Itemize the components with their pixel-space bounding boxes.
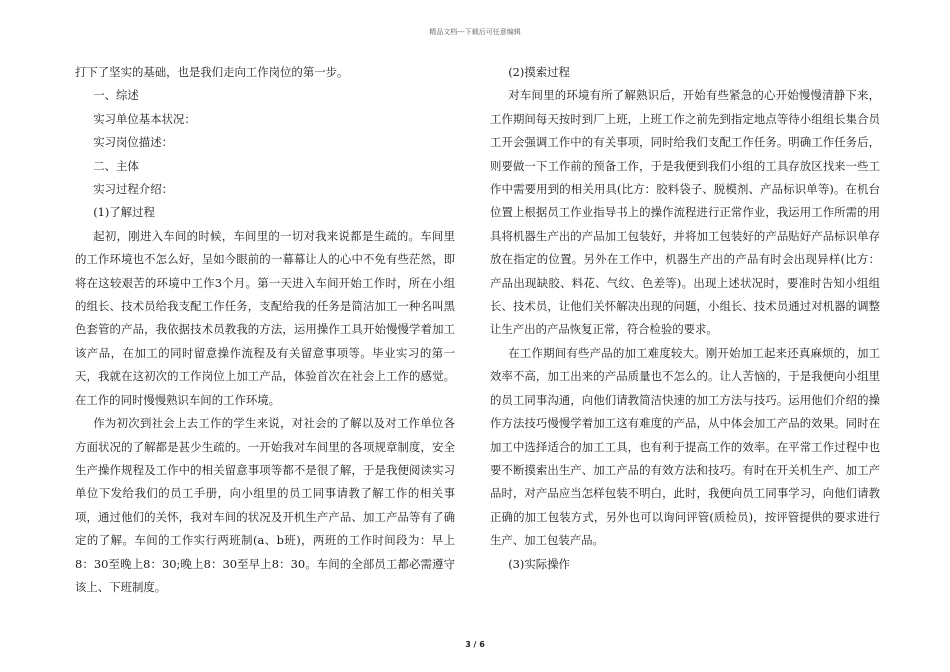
- page-header: 精品文档---下载后可任意编辑: [429, 28, 521, 36]
- subsection-heading: (2)摸索过程: [508, 65, 570, 79]
- paragraph: 在工作期间有些产品的加工难度较大。刚开始加工起来还真麻烦的，加工效率不高，加工出来的产品质量也不怎么的。让人苦恼的，于是我便向小组里的员工同事沟通，向他们请教简洁快速的加工方法与技巧。运用他们介绍的操作方法技巧慢慢学着加工这有难度的产品，从中体会加工产品的效果。同时在加工中选择适合的加工工具，也有利于提高工作的效率。在平常工作过程中也要不断摸索出生产、加工产品的有效方法和技巧。有时在开关机生产、加工产品时，对产品应当怎样包装不明白，此时，我便向员工同事学习，向他们请教正确的加工包装方式，另外也可以询问评管(质检员)，按评管提供的要求进行生产、加工包装产品。: [490, 345, 880, 548]
- section-heading: 二、主体: [93, 158, 139, 173]
- paragraph: 起初，刚进入车间的时候，车间里的一切对我来说都是生疏的。车间里的工作环境也不怎么好，呈如今眼前的一幕幕让人的心中不免有些茫然，即将在这较艰苦的环境中工作3个月。第一天进入车间开始工作时，所在小组的组长、技术员给我支配工作任务，支配给我的任务是简洁加工一种名叫黑色套管的产品，我依据技术员教我的方法，运用操作工具开始慢慢学着加工该产品，在加工的同时留意操作流程及有关留意事项等。毕业实习的第一天，我就在这初次的工作岗位上加工产品，体验首次在社会上工作的感觉。在工作的同时慢慢熟识车间的工作环境。: [75, 228, 455, 407]
- page-number: 3 / 6: [465, 640, 485, 649]
- paragraph: 打下了坚实的基础，也是我们走向工作岗位的第一步。: [75, 65, 349, 79]
- paragraph: 作为初次到社会上去工作的学生来说，对社会的了解以及对工作单位各方面状况的了解都是甚少生疏的。一开始我对车间里的各项规章制度，安全生产操作规程及工作中的相关留意事项等都不是很了解，于是我便阅读实习单位下发给我们的员工手册，向小组里的员工同事请教了解工作的相关事项，通过他们的关怀，我对车间的状况及开机生产产品、加工产品等有了确定的了解。车间的工作实行两班制(a、b班)，两班的工作时间段为：早上8：30至晚上8：30;晚上8：30至早上8：30。车间的全部员工都必需遵守该上、下班制度。: [75, 416, 455, 594]
- subsection-heading: (1)了解过程: [93, 205, 155, 220]
- subsection-heading: (3)实际操作: [508, 556, 570, 571]
- field-label: 实习过程介绍：: [93, 182, 173, 197]
- paragraph: 对车间里的环境有所了解熟识后，开始有些紧急的心开始慢慢清静下来，工作期间每天按时到厂上班，上班工作之前先到指定地点等待小组组长集合员工开会强调工作中的有关事项，同时给我们支配工作任务。明确工作任务后，则要做一下工作前的预备工作，于是我便到我们小组的工具存放区找来一些工作中需要用到的相关用具(比方：胶料袋子、脱模剂、产品标识单等)。在机台位置上根据员工作业指导书上的操作流程进行正常作业，我运用工作所需的用具将机器生产出的产品加工包装好，并将加工包装好的产品贴好产品标识单存放在指定的位置。另外在工作中，机器生产出的产品有时会出现异样(比方：产品出现缺胶、料花、气纹、色差等)。出现上述状况时，要准时告知小组组长、技术员，让他们关怀解决出现的问题，小组长、技术员通过对机器的调整让生产出的产品恢复正常，符合检验的要求。: [490, 88, 880, 337]
- field-label: 实习单位基本状况：: [93, 111, 196, 126]
- field-label: 实习岗位描述：: [93, 135, 173, 150]
- left-column: [75, 61, 455, 599]
- right-column: [490, 61, 880, 576]
- section-heading: 一、综述: [93, 88, 139, 103]
